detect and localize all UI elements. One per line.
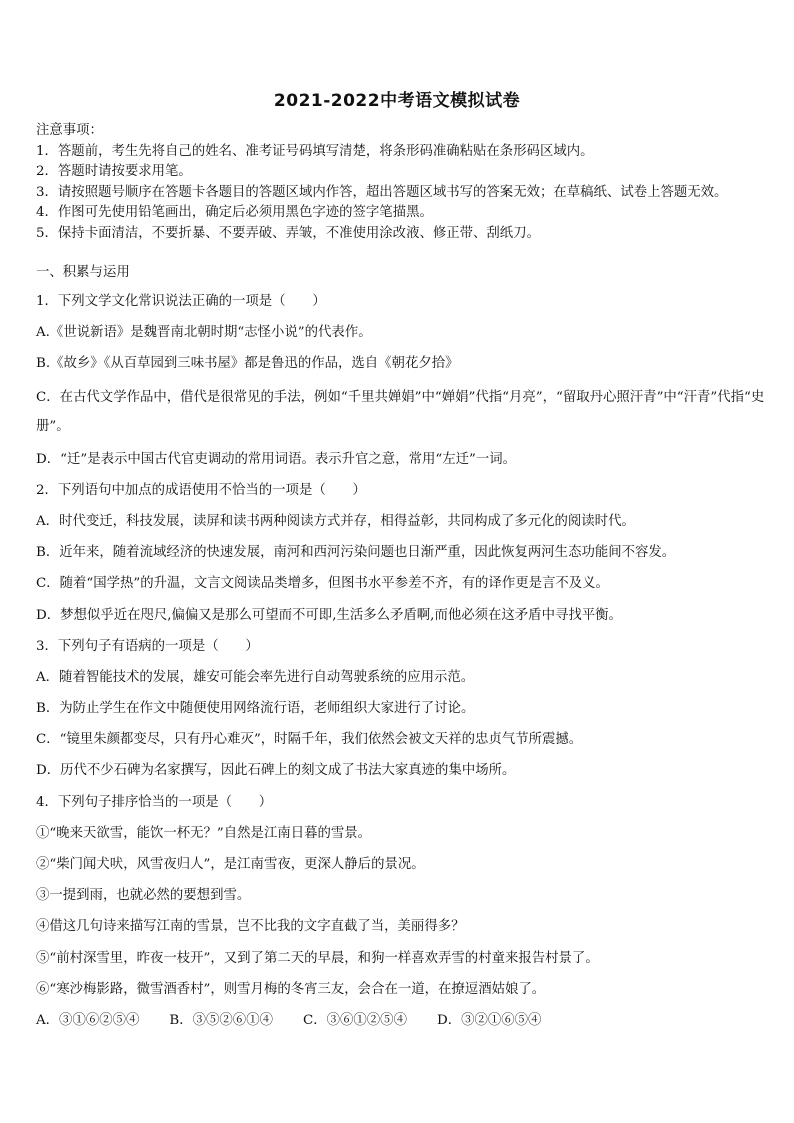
question-4-sentence: ②“柴门闻犬吠，风雪夜归人”，是江南雪夜，更深人静后的景况。 xyxy=(36,857,425,872)
notice-item: 3．请按照题号顺序在答题卡各题目的答题区域内作答，超出答题区域书写的答案无效；在草稿纸、试卷上答题无效。 xyxy=(36,184,728,200)
notice-item: 1．答题前，考生先将自己的姓名、准考证号码填写清楚，将条形码准确粘贴在条形码区域内。 xyxy=(36,143,594,159)
question-4-sentence: ⑤“前村深雪里，昨夜一枝开”，又到了第二天的早晨，和狗一样喜欢弄雪的村童来报告村景了。 xyxy=(36,950,599,966)
question-1-option-a: A.《世说新语》是魏晋南北朝时期“志怪小说”的代表作。 xyxy=(36,325,372,341)
question-4-sentence: ⑥“寒沙梅影路，微雪酒香村”，则雪月梅的冬宵三友，会合在一道，在撩逗酒姑娘了。 xyxy=(36,981,546,997)
question-3-option-b: B．为防止学生在作文中随便使用网络流行语，老师组织大家进行了讨论。 xyxy=(36,701,475,717)
notice-item: 2．答题时请按要求用笔。 xyxy=(36,164,192,180)
question-4-sentence: ③一提到雨，也就必然的要想到雪。 xyxy=(36,888,251,904)
notice-block xyxy=(36,121,766,245)
question-2-option-c: C．随着“国学热”的升温，文言文阅读品类增多，但图书水平参差不齐，有的译作更是言不及义。 xyxy=(36,576,609,592)
notice-item: 4．作图可先使用铅笔画出，确定后必须用黑色字迹的签字笔描黑。 xyxy=(36,205,433,221)
question-4-choice-b: B．③⑤②⑥①④ xyxy=(169,1012,273,1028)
question-4-choice-c: C．③⑥①②⑤④ xyxy=(302,1012,407,1028)
question-body xyxy=(36,262,766,1033)
question-2-option-a: A．时代变迁，科技发展，读屏和读书两种阅读方式并存，相得益彰，共同构成了多元化的阅读时代。 xyxy=(36,513,635,529)
question-1-option-d: D．“迁”是表示中国古代官吏调动的常用词语。表示升官之意，常用“左迁”一词。 xyxy=(36,451,517,467)
question-3-option-a: A．随着智能技术的发展，雄安可能会率先进行自动驾驶系统的应用示范。 xyxy=(36,669,475,685)
question-2-option-d: D．梦想似乎近在咫尺,偏偏又是那么可望而不可即,生活多么矛盾啊,而他必须在这矛盾中寻找平衡。 xyxy=(36,607,622,623)
exam-title: 2021-2022中考语文模拟试卷 xyxy=(273,91,521,111)
question-2-option-b: B．近年来，随着流域经济的快速发展，南河和西河污染问题也日渐严重，因此恢复两河生态功能间不容发。 xyxy=(36,545,676,561)
question-4-sentence: ④借这几句诗来描写江南的雪景，岂不比我的文字直截了当，美丽得多？ xyxy=(36,919,465,935)
notice-heading: 注意事项： xyxy=(36,123,103,138)
section-heading: 一、积累与运用 xyxy=(36,265,130,280)
question-4-stem: 4．下列句子排序恰当的一项是（ ） xyxy=(36,794,273,810)
question-1-option-b: B.《故乡》《从百草园到三味书屋》都是鲁迅的作品，选自《朝花夕拾》 xyxy=(36,356,459,372)
question-3-option-d: D．历代不少石碑为名家撰写，因此石碑上的刻文成了书法大家真迹的集中场所。 xyxy=(36,763,516,779)
notice-item: 5．保持卡面清洁，不要折暴、不要弄破、弄皱，不准使用涂改液、修正带、刮纸刀。 xyxy=(36,225,540,241)
question-4-choice-a: A．③①⑥②⑤④ xyxy=(36,1012,140,1028)
question-2-stem: 2．下列语句中加点的成语使用不恰当的一项是（ ） xyxy=(36,482,366,498)
question-3-stem: 3．下列句子有语病的一项是（ ） xyxy=(36,638,259,654)
question-4-choice-d: D．③②①⑥⑤④ xyxy=(436,1012,542,1028)
question-1-option-c: C．在古代文学作品中，借代是很常见的手法，例如“千里共婵娟”中“婵娟”代指“月亮”，“留取丹心照汗青”中“汗青”代指“史册”。 xyxy=(36,389,765,434)
question-1-stem: 1．下列文学文化常识说法正确的一项是（ ） xyxy=(36,294,326,309)
question-4-sentence: ①“晚来天欲雪，能饮一杯无？”自然是江南日暮的雪景。 xyxy=(36,825,372,841)
question-4-choices xyxy=(36,1008,766,1033)
question-3-option-c: C．“镜里朱颜都变尽，只有丹心难灭”，时隔千年，我们依然会被文天祥的忠贞气节所震撼。 xyxy=(36,732,583,748)
